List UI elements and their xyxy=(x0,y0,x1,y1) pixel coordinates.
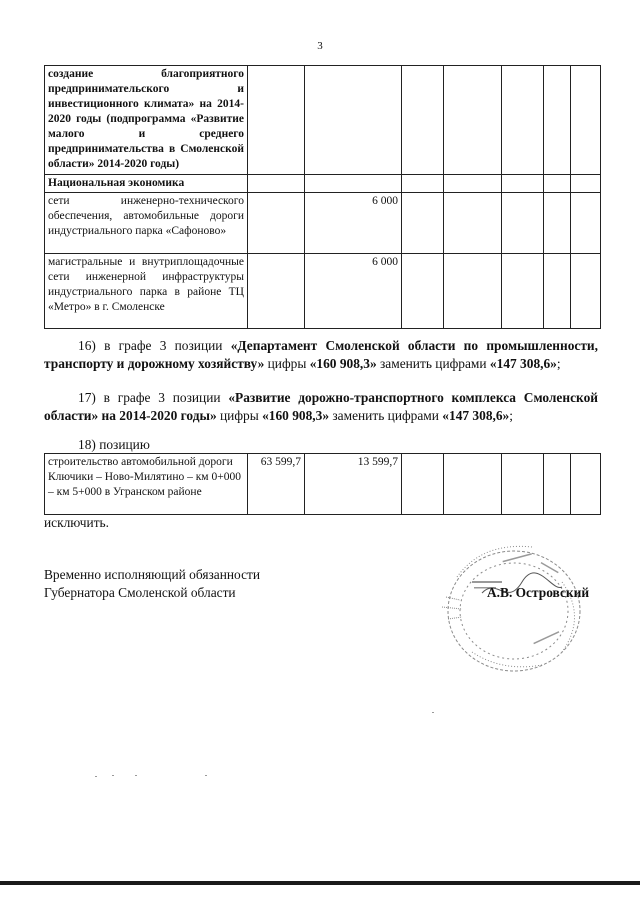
row-description: магистральные и внутриплощадочные сети инженерной инфраструктуры индустриального парка в районе ТЦ «Метро» в г. Смоленске xyxy=(45,254,248,329)
budget-table-lower xyxy=(44,453,601,515)
table-cell: 6 000 xyxy=(305,193,402,254)
page-number: 3 xyxy=(317,40,323,52)
table-row xyxy=(45,254,601,329)
table-cell xyxy=(248,193,305,254)
row-description: строительство автомобильной дороги Ключики – Ново-Милятино – км 0+000 – км 5+000 в Угранском районе xyxy=(45,454,248,515)
signatory-title-line2: Губернатора Смоленской области xyxy=(44,585,236,600)
official-seal-stamp xyxy=(412,537,602,677)
scan-speck xyxy=(135,775,137,776)
paragraph-16: 16) в графе 3 позиции «Департамент Смоленской области по промышленности, транспорту и дорожному хозяйству» цифры «160 908,3» заменить цифрами «147 308,6»; xyxy=(44,338,598,371)
row-description: Национальная экономика xyxy=(45,175,248,193)
scan-speck xyxy=(205,775,207,776)
table-row xyxy=(45,193,601,254)
table-cell: 63 599,7 xyxy=(248,454,305,515)
table-row xyxy=(45,454,601,515)
signatory-name: А.В. Островский xyxy=(487,585,590,600)
scan-speck xyxy=(112,775,114,776)
budget-table-upper xyxy=(44,65,601,329)
table-cell xyxy=(305,66,402,175)
table-cell xyxy=(248,66,305,175)
table-cell xyxy=(305,175,402,193)
exclude-text: исключить. xyxy=(44,515,109,530)
signatory-title-line1: Временно исполняющий обязанности xyxy=(44,567,261,582)
paragraph-18: 18) позицию xyxy=(78,437,150,452)
table-cell xyxy=(248,254,305,329)
scan-speck xyxy=(95,776,97,777)
scan-bottom-edge xyxy=(0,881,640,885)
table-cell: 13 599,7 xyxy=(305,454,402,515)
table-row xyxy=(45,175,601,193)
row-description: создание благоприятного предпринимательского и инвестиционного климата» на 2014-2020 годы (подпрограмма «Развитие малого и среднего предпринимательства в Смоленской области» 2014-2020 годы) xyxy=(45,66,248,175)
table-cell: 6 000 xyxy=(305,254,402,329)
scan-speck xyxy=(432,712,434,713)
table-cell xyxy=(248,175,305,193)
row-description: сети инженерно-технического обеспечения, автомобильные дороги индустриального парка «Сафоново» xyxy=(45,193,248,254)
paragraph-17: 17) в графе 3 позиции «Развитие дорожно-транспортного комплекса Смоленской области» на 2014-2020 годы» цифры «160 908,3» заменить цифрами «147 308,6»; xyxy=(44,390,598,423)
table-row xyxy=(45,66,601,175)
